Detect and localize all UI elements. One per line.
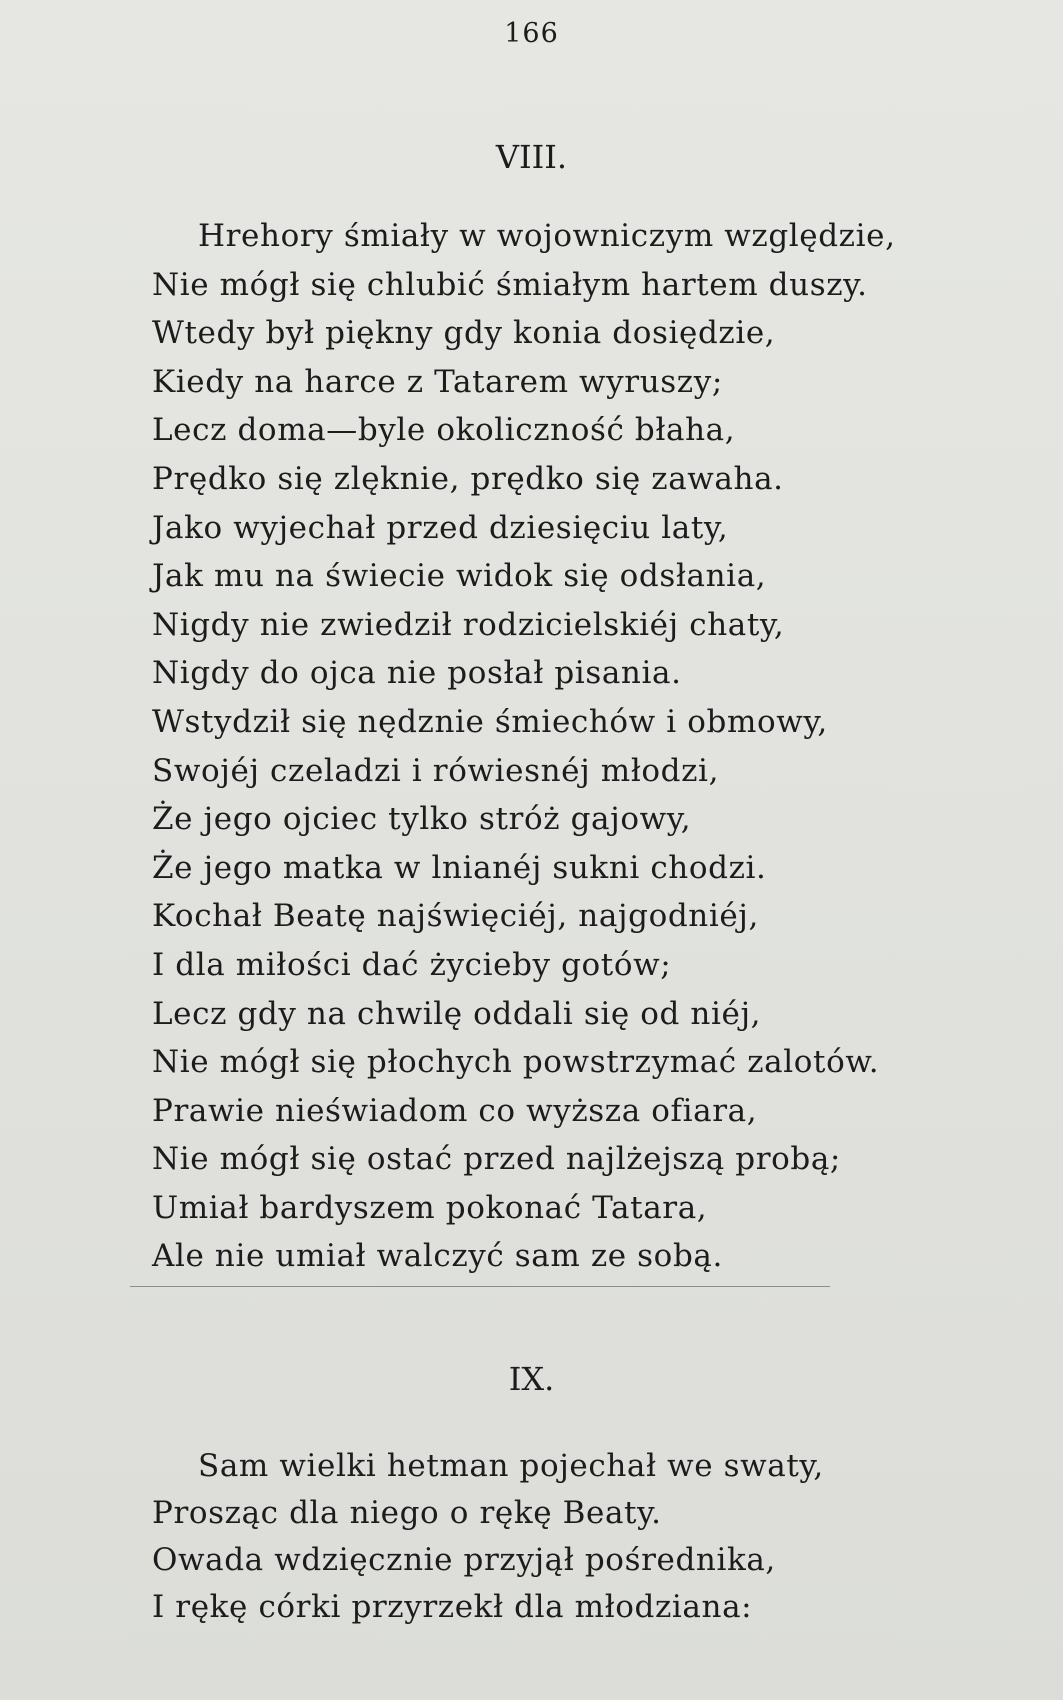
verse-line: Jako wyjechał przed dziesięciu laty, xyxy=(152,509,729,546)
verse-line: Lecz doma—byle okoliczność błaha, xyxy=(152,412,736,449)
verse-line: Prawie nieświadom co wyższa ofiara, xyxy=(152,1092,758,1129)
verse-line: Nie mógł się płochych powstrzymać zalotów. xyxy=(152,1044,880,1081)
verse-line: Że jego ojciec tylko stróż gajowy, xyxy=(152,801,692,838)
verse-line: Wtedy był piękny gdy konia dosiędzie, xyxy=(152,315,776,352)
verse-line: Kochał Beatę najświęciéj, najgodniéj, xyxy=(152,898,759,935)
verse-line: Sam wielki hetman pojechał we swaty, xyxy=(198,1448,824,1484)
verse-line: Nigdy do ojca nie posłał pisania. xyxy=(152,655,682,692)
stanza-ix xyxy=(152,1443,824,1631)
verse-line: Prosząc dla niego o rękę Beaty. xyxy=(152,1495,662,1531)
verse-line: I dla miłości dać życieby gotów; xyxy=(152,946,672,983)
verse-line: Nie mógł się chlubić śmiałym hartem duszy. xyxy=(152,266,868,303)
verse-line: Kiedy na harce z Tatarem wyruszy; xyxy=(152,363,723,400)
verse-line: Nie mógł się ostać przed najlżejszą probą; xyxy=(152,1141,841,1178)
verse-line: Jak mu na świecie widok się odsłania, xyxy=(152,558,767,595)
section-heading-ix: IX. xyxy=(508,1360,555,1398)
verse-line: I rękę córki przyrzekł dla młodziana: xyxy=(152,1589,753,1625)
verse-line: Hrehory śmiały w wojowniczym względzie, xyxy=(198,218,896,254)
page-number: 166 xyxy=(504,18,559,49)
verse-line: Nigdy nie zwiedził rodzicielskiéj chaty, xyxy=(152,606,785,643)
section-heading-viii: VIII. xyxy=(495,138,568,176)
section-divider xyxy=(130,1286,830,1287)
verse-line: Ale nie umiał walczyć sam ze sobą. xyxy=(152,1238,723,1275)
verse-line: Owada wdzięcznie przyjął pośrednika, xyxy=(152,1542,776,1578)
verse-line: Że jego matka w lnianéj sukni chodzi. xyxy=(152,849,767,886)
verse-line: Swojéj czeladzi i rówiesnéj młodzi, xyxy=(152,752,720,789)
verse-line: Wstydził się nędznie śmiechów i obmowy, xyxy=(152,703,828,740)
verse-line: Umiał bardyszem pokonać Tatara, xyxy=(152,1189,708,1226)
stanza-viii xyxy=(152,212,896,1281)
verse-line: Prędko się zlęknie, prędko się zawaha. xyxy=(152,460,784,497)
verse-line: Lecz gdy na chwilę oddali się od niéj, xyxy=(152,995,762,1032)
